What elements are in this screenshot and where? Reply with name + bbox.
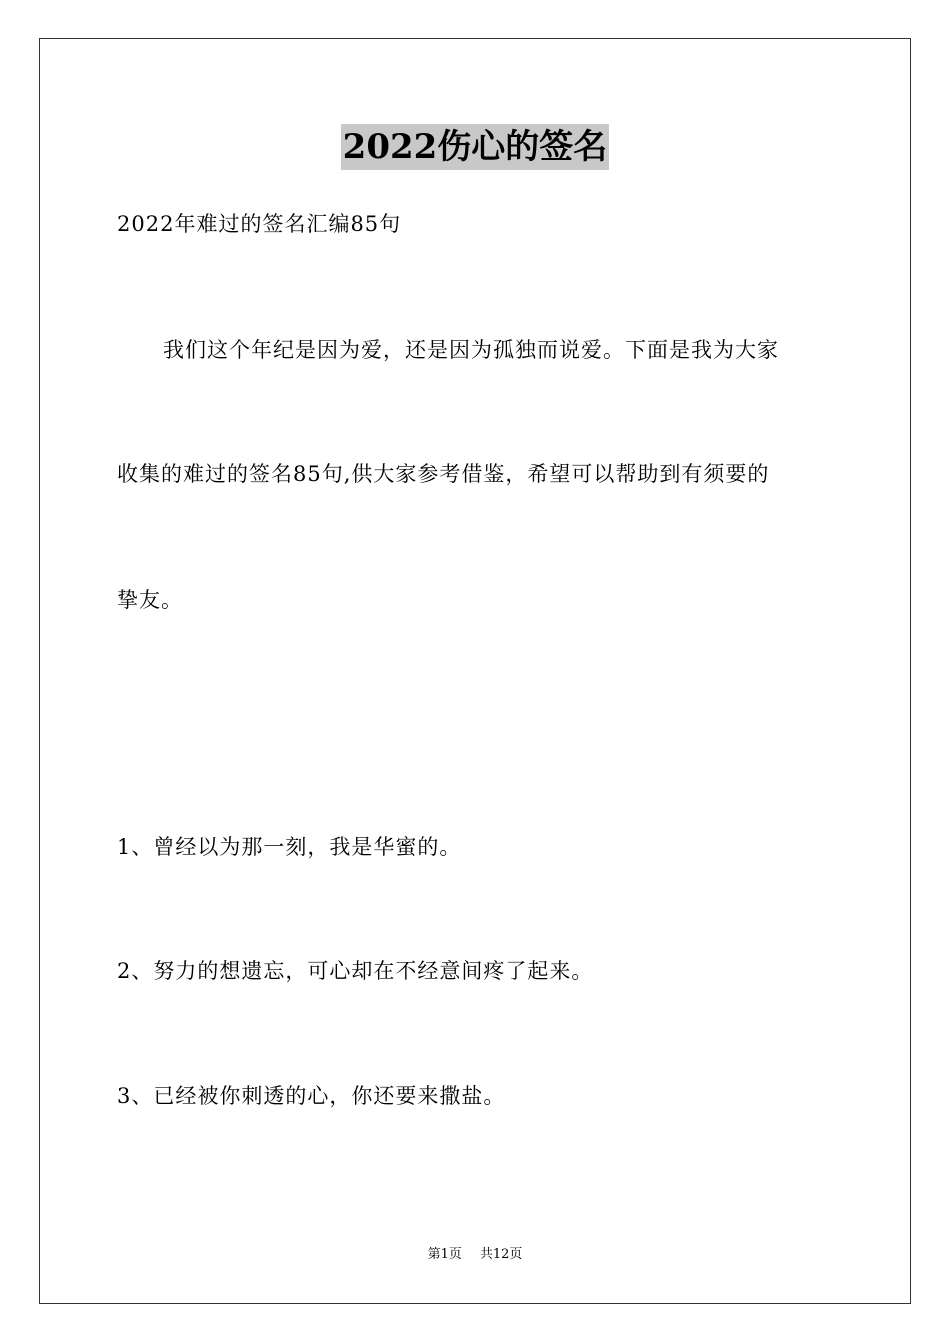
document-subtitle: 2022年难过的签名汇编85句 — [117, 212, 402, 236]
intro-line-3: 挚友。 — [117, 588, 183, 612]
page-footer — [0, 1245, 950, 1265]
page-total: 共12页 — [479, 1247, 523, 1262]
list-item-1: 1、曾经以为那一刻，我是华蜜的。 — [117, 835, 462, 859]
intro-line-1: 我们这个年纪是因为爱，还是因为孤独而说爱。下面是我为大家 — [163, 338, 779, 362]
intro-line-2: 收集的难过的签名85句,供大家参考借鉴，希望可以帮助到有须要的 — [117, 462, 770, 486]
page-number: 第1页 — [427, 1247, 462, 1262]
list-item-2: 2、努力的想遗忘，可心却在不经意间疼了起来。 — [117, 959, 594, 983]
list-item-3: 3、已经被你刺透的心，你还要来撒盐。 — [117, 1084, 506, 1108]
document-title: 2022伤心的签名 — [341, 124, 610, 170]
document-title-row — [0, 124, 950, 174]
